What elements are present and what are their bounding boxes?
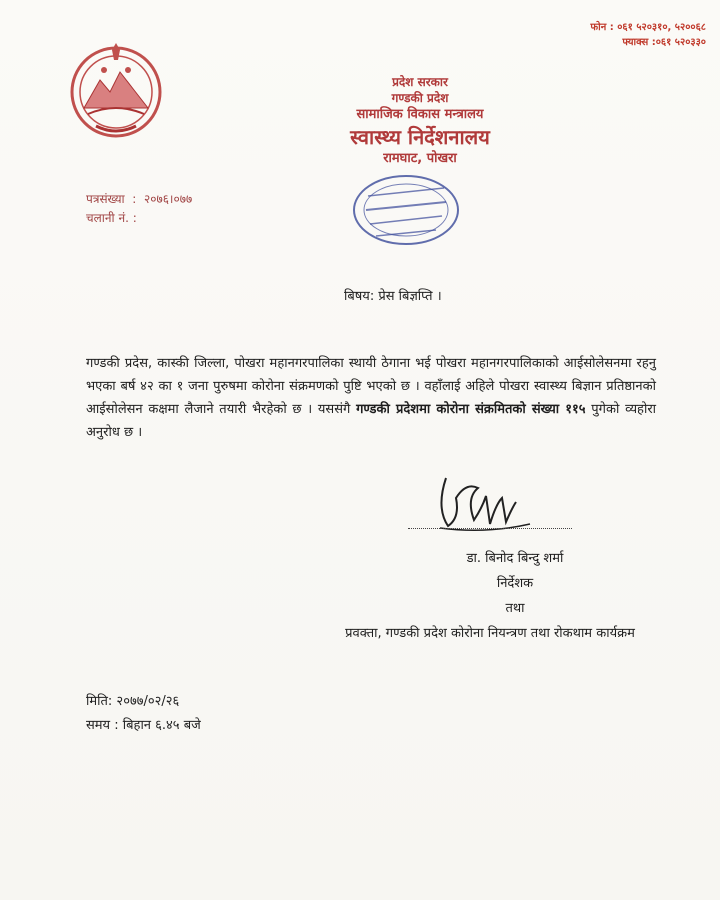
patra-sankhya: पत्रसंख्या : २०७६।०७७ (86, 192, 193, 206)
reference-block (86, 190, 192, 228)
letterhead-office-name: स्वास्थ्य निर्देशनालय (350, 125, 490, 149)
letterhead-line1: प्रदेश सरकार (392, 75, 448, 89)
office-stamp-icon (336, 166, 476, 256)
body-bold-count: गण्डकी प्रदेशमा कोरोना संक्रमितको संख्या ११५ (356, 402, 586, 417)
chalani-number: चलानी नं. : (86, 211, 137, 225)
fax-number: फ्याक्स :०६१ ५२०३३० (622, 37, 706, 48)
time-line: समय : बिहान ६.४५ बजे (86, 718, 201, 733)
subject-line: बिषय: प्रेस बिज्ञप्ति । (344, 289, 442, 304)
signatory-conjunction: तथा (505, 601, 525, 616)
signatory-role: प्रवक्ता, गण्डकी प्रदेश कोरोना नियन्त्रण तथा रोकथाम कार्यक्रम (345, 626, 635, 641)
patra-value: २०७६।०७७ (143, 192, 193, 206)
signature-line (408, 528, 572, 529)
letterhead (290, 74, 550, 168)
signatory-block (300, 546, 680, 646)
letterhead-line2: गण्डकी प्रदेश (391, 91, 449, 105)
signatory-name: डा. बिनोद बिन्दु शर्मा (466, 551, 564, 566)
body-text-start: गण्डकी प्रदेस, कास्की जिल्ला, पोखरा महानगरपालिका स्थायी ठेगाना भई पोखरा महानगरपालिकाको आईसोलेसनमा रहनु भएका बर्ष ४२ का १ जना पुरुषमा कोरोना संक्रमणको पुष्टि भएको छ । वहाँलाई अहिले पोखरा स्वास्थ्य बिज्ञान प्रतिष्ठानको आईसोलेसन कक्षमा लैजाने तयारी भैरहेको छ । यससंगै (86, 356, 656, 417)
signatory-title: निर्देशक (496, 576, 534, 591)
body-paragraph (86, 352, 656, 444)
patra-label: पत्रसंख्या (86, 192, 125, 206)
date-block (86, 690, 201, 738)
letterhead-line3: सामाजिक विकास मन्त्रालय (356, 107, 484, 122)
contact-info (590, 20, 706, 50)
letterhead-address: रामघाट, पोखरा (383, 151, 457, 166)
date-line: मिति: २०७७/०२/२६ (86, 694, 180, 709)
body-text-end: पुगेको व्यहोरा अनुरोध छ । (86, 402, 657, 440)
nepal-emblem-icon (66, 40, 166, 140)
phone-number: फोन : ०६१ ५२०३१०, ५२००६८ (590, 22, 706, 33)
